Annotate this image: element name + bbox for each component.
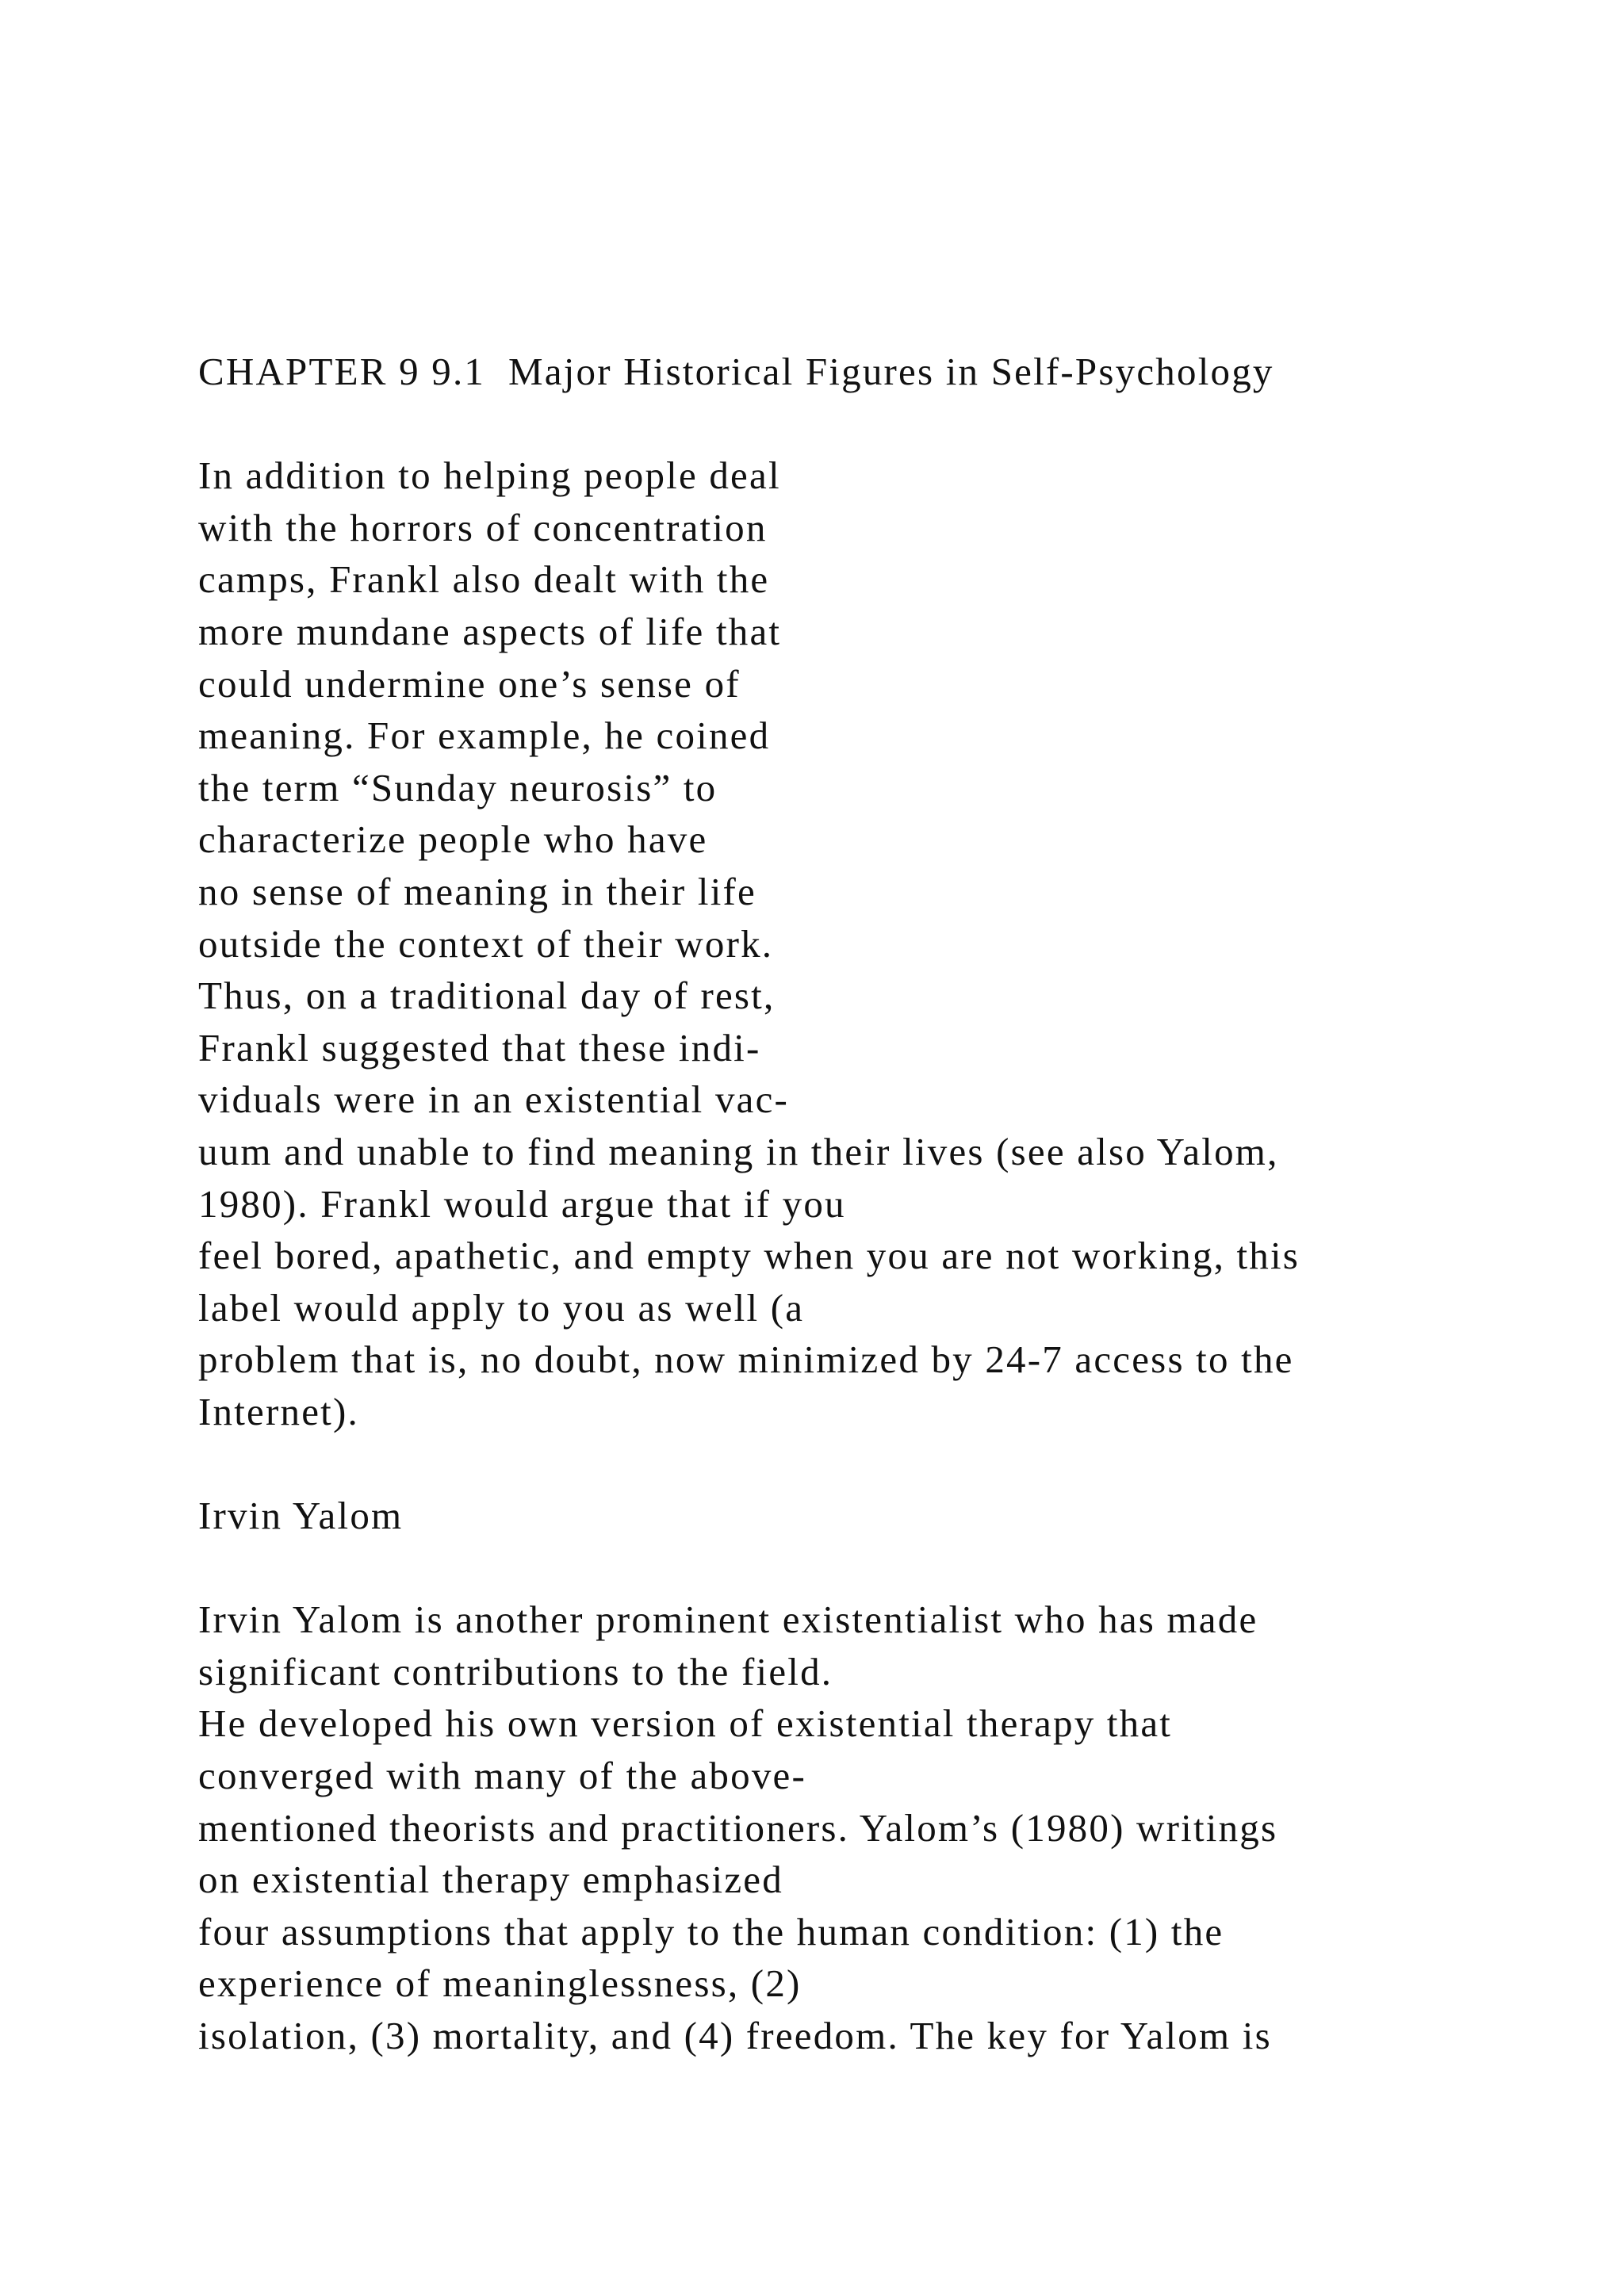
text-line: isolation, (3) mortality, and (4) freedom. The key for Yalom is <box>198 2014 1272 2057</box>
text-line: outside the context of their work. <box>198 921 774 966</box>
text-line: no sense of meaning in their life <box>198 869 756 913</box>
text-line: meaning. For example, he coined <box>198 714 771 758</box>
text-line: uum and unable to find meaning in their lives (see also Yalom, <box>198 1129 1279 1173</box>
text-line: Irvin Yalom is another prominent existentialist who has made <box>198 1598 1258 1642</box>
paragraph-frankl <box>198 450 1594 1437</box>
text-line: more mundane aspects of life that <box>198 609 782 653</box>
text-line: 1980). Frankl would argue that if you <box>198 1181 846 1226</box>
text-line: camps, Frankl also dealt with the <box>198 557 770 602</box>
text-line: with the horrors of concentration <box>198 505 768 549</box>
blank-line <box>198 1437 1594 1490</box>
section-subheading: Irvin Yalom <box>198 1494 404 1538</box>
text-line: He developed his own version of existential therapy that <box>198 1701 1173 1746</box>
text-line: Internet). <box>198 1389 359 1433</box>
text-line: characterize people who have <box>198 817 708 862</box>
text-line: converged with many of the above- <box>198 1754 806 1798</box>
chapter-heading: CHAPTER 9 9.1 Major Historical Figures in Self-Psychology <box>198 350 1274 393</box>
text-line: Thus, on a traditional day of rest, <box>198 974 776 1018</box>
text-line: on existential therapy emphasized <box>198 1858 783 1902</box>
document-body <box>198 346 1594 2062</box>
text-line: significant contributions to the field. <box>198 1649 833 1693</box>
text-line: experience of meaninglessness, (2) <box>198 1961 802 2006</box>
text-line: Frankl suggested that these indi- <box>198 1025 761 1070</box>
blank-line <box>198 398 1594 450</box>
paragraph-yalom <box>198 1594 1594 2061</box>
text-line: the term “Sunday neurosis” to <box>198 765 718 809</box>
text-line: four assumptions that apply to the human condition: (1) the <box>198 1909 1224 1954</box>
text-line: In addition to helping people deal <box>198 453 781 498</box>
text-line: feel bored, apathetic, and empty when you are not working, this <box>198 1234 1300 1278</box>
text-line: could undermine one’s sense of <box>198 661 741 706</box>
blank-line <box>198 1542 1594 1594</box>
text-line: mentioned theorists and practitioners. Yalom’s (1980) writings <box>198 1805 1278 1850</box>
text-line: problem that is, no doubt, now minimized by 24-7 access to the <box>198 1337 1294 1382</box>
text-line: label would apply to you as well (a <box>198 1285 805 1330</box>
text-line: viduals were in an existential vac- <box>198 1077 790 1122</box>
